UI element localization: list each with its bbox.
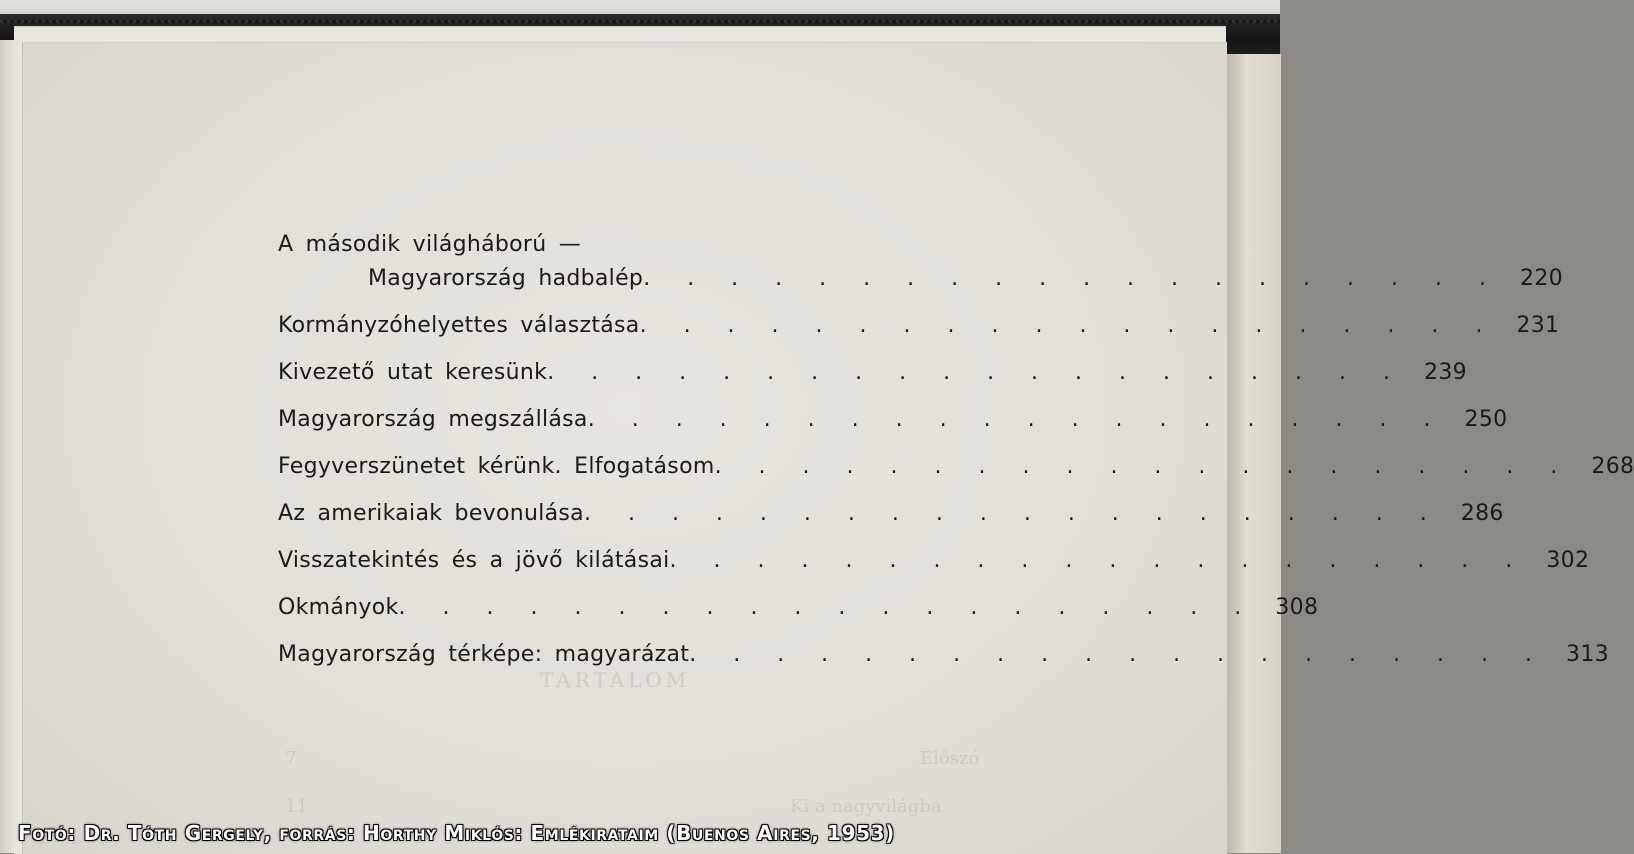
toc-entry	[278, 313, 1560, 343]
bleed-through-line2: Ki a nagyvilágba	[790, 796, 942, 817]
bleed-through-line1: Előszó	[920, 748, 980, 769]
toc-entry-title: Az amerikaiak bevonulása	[278, 501, 584, 526]
bleed-through-heading: TARTALOM	[540, 668, 691, 692]
toc-entry-title: Magyarország hadbalép	[368, 266, 644, 291]
toc-entry-title: Visszatekintés és a jövő kilátásai	[278, 548, 670, 573]
dot-leader: . . . . . . . . . . . . . . . . . . . .	[398, 595, 1257, 620]
dot-leader: . . . . . . . . . . . . . . . . . . . .	[547, 360, 1405, 385]
dot-leader: . . . . . . . . . . . . . . . . . . . .	[689, 642, 1547, 667]
toc-entry-heading: A második világháború —	[278, 232, 582, 257]
toc-entry-page: 268	[1591, 454, 1634, 479]
toc-entry	[278, 266, 1563, 296]
dot-leader: . . . . . . . . . . . . . . . . . . . .	[639, 313, 1498, 338]
toc-entry	[278, 642, 1609, 672]
toc-entry-title: Kormányzóhelyettes választása	[278, 313, 640, 338]
toc-entry-page: 313	[1566, 642, 1609, 667]
toc-entry-title: Magyarország megszállása	[278, 407, 588, 432]
toc-entry-page: 250	[1464, 407, 1508, 432]
toc-entry	[278, 454, 1634, 484]
dot-leader: . . . . . . . . . . . . . . . . . . . .	[587, 407, 1446, 432]
toc-entry	[278, 407, 1508, 437]
toc-entry-page: 302	[1546, 548, 1590, 573]
toc-entry	[278, 548, 1590, 578]
toc-entry-title: Magyarország térképe: magyarázat	[278, 642, 690, 667]
toc-entry	[278, 501, 1504, 531]
bleed-through-line2-num: 11	[285, 796, 308, 817]
toc-entry	[278, 595, 1319, 625]
toc-entry-page: 239	[1424, 360, 1467, 385]
toc-entry	[278, 360, 1467, 390]
toc-entry-page: 308	[1275, 595, 1319, 620]
dot-leader: . . . . . . . . . . . . . . . . . . . .	[643, 266, 1501, 291]
toc-entry-title: Kivezető utat keresünk	[278, 360, 548, 385]
dot-leader: . . . . . . . . . . . . . . . . . . . .	[714, 454, 1573, 479]
toc-entry-title: Fegyverszünetet kérünk. Elfogatásom	[278, 454, 715, 479]
book-page	[22, 42, 1227, 854]
toc-entry-page: 220	[1520, 266, 1563, 291]
photo-credit-caption: Fotó: Dr. Tóth Gergely, forrás: Horthy Miklós: Emlékirataim (Buenos Aires, 1953)	[18, 821, 895, 845]
bleed-through-line1-num: 7	[285, 748, 297, 769]
toc-entry-page: 286	[1460, 501, 1504, 526]
toc-entry-page: 231	[1516, 313, 1560, 338]
dot-leader: . . . . . . . . . . . . . . . . . . . .	[669, 548, 1528, 573]
dot-leader: . . . . . . . . . . . . . . . . . . . .	[583, 501, 1442, 526]
toc-entry-title: Okmányok	[278, 595, 399, 620]
